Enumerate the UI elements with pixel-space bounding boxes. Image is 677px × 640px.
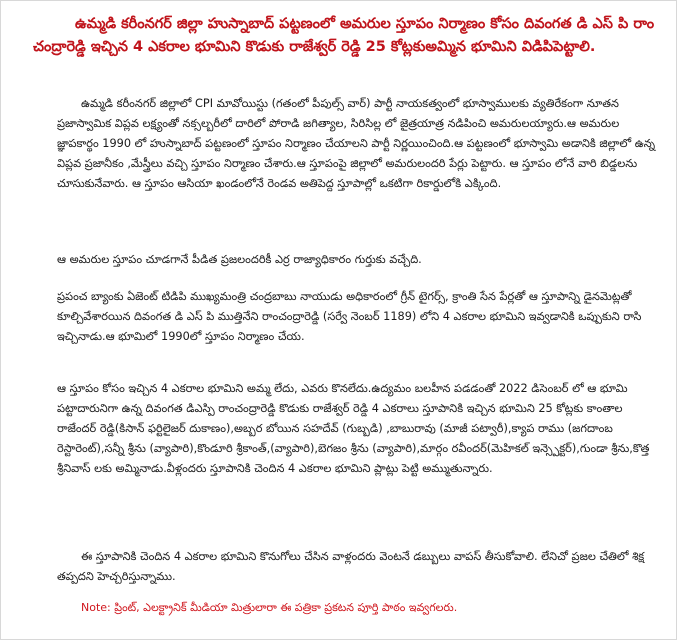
paragraph-text: ఆ అమరుల స్తూపం చూడగానే పీడిత ప్రజలందరికీ ఎర్ర రాజ్యాధికారం గుర్తుకు వచ్చేది. [57,253,422,266]
media-note: Note: ప్రింట్, ఎలక్ట్రానిక్ మీడియా మిత్రులారా ఈ పత్రికా ప్రకటన పూర్తి పాఠం ఇవ్వగలరు. [81,601,458,614]
paragraph-text: ఉమ్మడి కరీంనగర్ జిల్లాలో CPI మావోయిస్టు (గతంలో పీపుల్స్ వార్) పార్టీ నాయకత్వంలో భూస్వాములకు వ్యతిరేకంగా నూతన ప్రజాస్వామిక విప్లవ లక్ష్యంతో నక్సల్బరీలో దారిలో పోరాడి జగిత్యాల, సిరిసిల్ల లో జైత్రయాత్ర నడిపించి అమరులయ్యారు.ఆ అమరుల జ్ఞాపకార్థం 1990 లో హుస్నాబాద్ పట్టణంలో స్తూపం నిర్మాణం చేయాలని పార్టీ నిర్ణయించింది.ఆ పట్టణంలో భూస్వామి అడానికి జిల్లాలో ఉన్న విప్లవ ప్రజానీకం ,మేస్త్రీలు వచ్చి స్తూపం నిర్మాణం చేశారు.ఆ స్తూపంపై జిల్లాలో అమరులందరి పేర్లు పెట్టారు. ఆ స్తూపం లోనే వారి బిడ్డలను చూసుకునేవారు. ఆ స్తూపం ఆసియా ఖండంలోనే రెండవ అతిపెద్ద స్తూపాల్లో ఒకటిగా రికార్డులోకి ఎక్కింది. [57,97,656,190]
paragraph-text: ప్రపంచ బ్యాంకు ఏజెంట్ టిడిపి ముఖ్యమంత్రి చంద్రబాబు నాయుడు అధికారంలో గ్రీన్ టైగర్స్, క్రాంతి సేన పేర్లతో ఆ స్తూపాన్ని డైనమెట్లతో కూల్చివేశారయిన దివంగత డి ఎస్ పి ముత్తినేని రాంచంద్రారెడ్డి (సర్వే నెంబర్ 1189) లోని 4 ఎకరాల భూమిని ఇవ్వడానికి ఒప్పుకుని రాసి ఇచ్చినాడు.ఆ భూమిలో 1990లో స్తూపం నిర్మాణం చేయ. [57,290,642,343]
paragraph-history [57,94,662,194]
paragraph-text: ఈ స్తూపానికి చెందిన 4 ఎకరాల భూమిని కొనుగోలు చేసిన వాళ్లందరు వెంటనే డబ్బులు వాపస్ తీసుకోవాలి. లేనిచో ప్రజల చేతిలో శిక్ష తప్పదని హెచ్చరిస్తున్నాము. [57,550,645,583]
paragraph-text: ఆ స్తూపం కోసం ఇచ్చిన 4 ఎకరాల భూమిని అమ్మ లేదు, ఎవరు కొనలేదు.ఉద్యమం బలహీన పడడంతో 2022 డిసెంబర్ లో ఆ భూమి పట్టాదారునిగా ఉన్న దివంగత డిఎస్పి రాంచంద్రారెడ్డి కొడుకు రాజేశ్వర్ రెడ్డి 4 ఎకరాలు స్తూపానికి ఇచ్చిన భూమిని 25 కోట్లకు కాంతాల రాజేందర్ రెడ్డి(కిసాన్ ఫర్టిలైజర్ దుకాణం),అబ్బర బోయిన సహదేవ్ (గుబ్బడి) ,బాబురావు (మాజీ పట్వారీ),క్యాప రాము (జగదాంబ రెస్టారెంట్),సన్నీ శ్రీను (వ్యాపారి),కొండూరి శ్రీకాంత్,(వ్యాపారి),బెగజం శ్రీను (వ్యాపారి),మార్గం రవీందర్(మెహికల్ ఇన్స్పెక్టర్),గుండా శ్రీను,కొత్త శ్రీనివాస్ లకు అమ్మినాడు.వీళ్లందరు స్తూపానికి చెందిన 4 ఎకరాల భూమిని ప్లాట్లు పెట్టి అమ్ముతున్నారు. [57,382,650,475]
paragraph-demolition [57,287,662,347]
paragraph-land-sale [57,379,662,479]
paragraph-memorial-meaning [57,250,662,270]
headline [33,13,663,59]
headline-text: ఉమ్మడి కరీంనగర్ జిల్లా హుస్నాబాద్ పట్టణంలో అమరుల స్తూపం నిర్మాణం కోసం దివంగత డి ఎస్ పి రాం చంద్రారెడ్డి ఇచ్చిన 4 ఎకరాల భూమిని కొడుకు రాజేశ్వర్ రెడ్డి 25 కోట్లకుఅమ్మిన భూమిని విడిపిపెట్టాలి. [33,16,655,55]
paragraph-warning [57,547,662,587]
